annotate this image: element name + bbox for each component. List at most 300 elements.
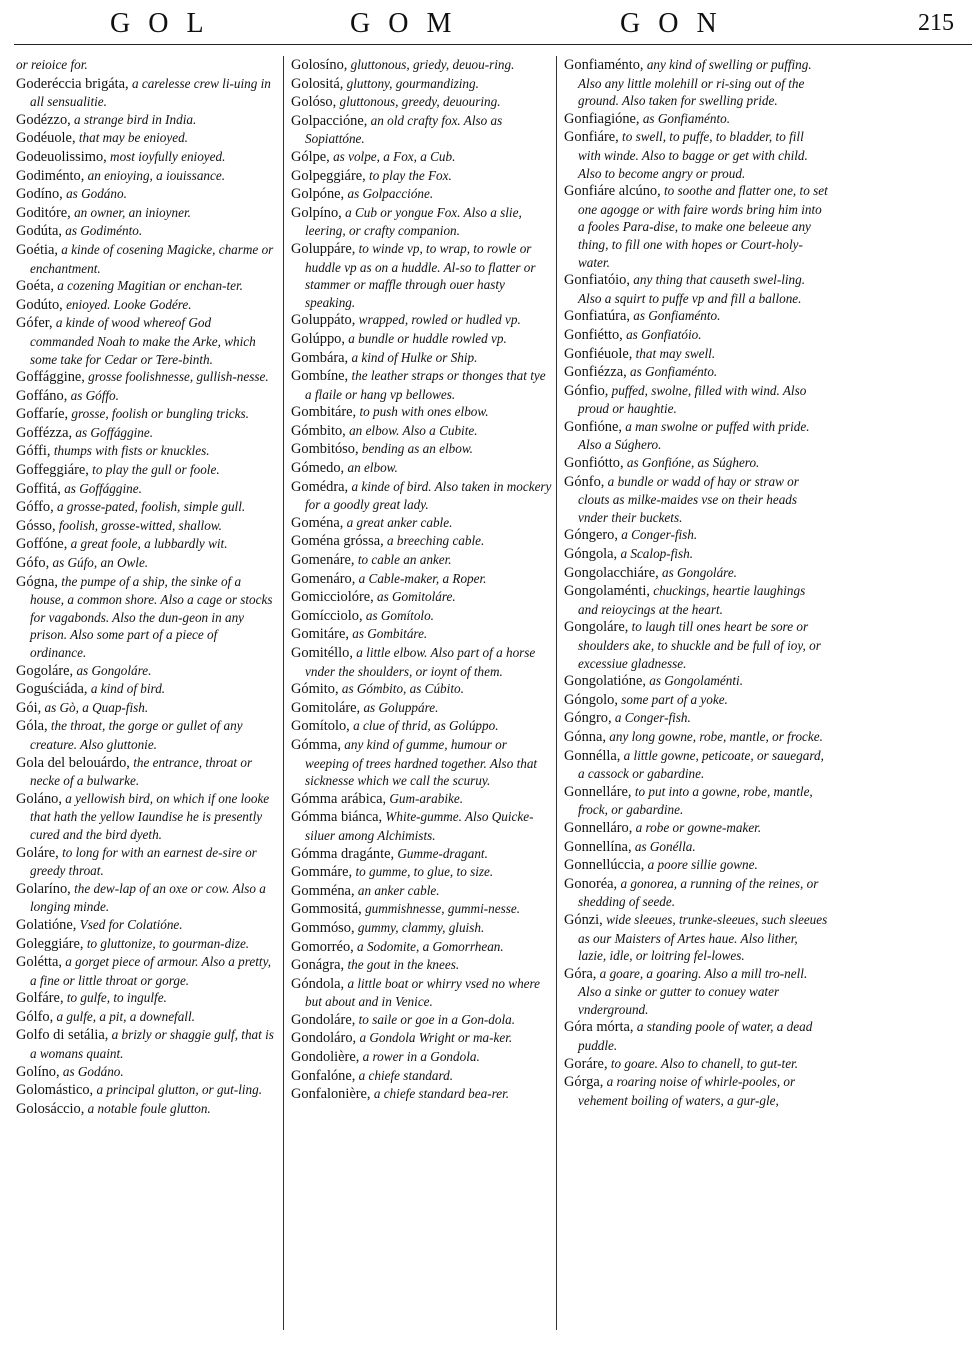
dictionary-entry <box>564 1073 828 1109</box>
headword: Gombitóso, <box>291 441 359 458</box>
dictionary-entry <box>16 662 274 681</box>
definition: most ioyfully enioyed. <box>106 148 226 164</box>
dictionary-entry <box>16 442 274 461</box>
dictionary-entry <box>291 570 553 589</box>
dictionary-entry <box>564 965 828 1019</box>
definition: foolish, grosse-witted, shallow. <box>55 517 222 533</box>
definition: a strange bird in India. <box>70 111 197 127</box>
headword: Godéuole, <box>16 130 76 147</box>
headword: Gólpe, <box>291 148 330 165</box>
definition: any kind of swelling or puffing. Also any little molehill or ri-sing out of the ground. Also taken for swelling pride. <box>578 57 812 109</box>
headword: Gomorréo, <box>291 938 354 955</box>
definition: to gluttonize, to gourman-dize. <box>83 935 250 951</box>
definition: a chiefe standard bea-rer. <box>370 1086 510 1102</box>
headword: Godúta, <box>16 223 62 240</box>
dictionary-entry <box>291 790 553 809</box>
dictionary-entry <box>291 882 553 901</box>
definition: chuckings, heartie laughings and reioycings at the heart. <box>578 583 806 617</box>
dictionary-entry <box>291 349 553 368</box>
definition: a standing poole of water, a dead puddle. <box>578 1019 813 1054</box>
definition: a Gondola Wright or ma-ker. <box>356 1030 513 1046</box>
dictionary-entry <box>291 311 553 330</box>
dictionary-entry <box>16 844 274 880</box>
dictionary-entry <box>16 480 274 499</box>
dictionary-entry <box>564 709 828 728</box>
dictionary-entry <box>291 240 553 311</box>
definition: a kind of bird. <box>87 681 166 697</box>
definition: an old crafty fox. Also as Sopiattóne. <box>305 112 503 147</box>
dictionary-entry <box>291 459 553 478</box>
headword: Gondoláre, <box>291 1011 356 1028</box>
headword: Gondolière, <box>291 1049 360 1066</box>
headword: Gónfo, <box>564 473 605 490</box>
dictionary-entry <box>16 989 274 1008</box>
headword: Golfáre, <box>16 990 64 1007</box>
definition: a breeching cable. <box>383 533 485 549</box>
definition: grosse foolishnesse, gullish-nesse. <box>84 369 269 385</box>
definition: Gum-arabike. <box>386 790 464 806</box>
column-2 <box>291 56 553 1338</box>
dictionary-entry <box>564 564 828 583</box>
headword: Gonágra, <box>291 957 345 974</box>
headword: Gonfiagióne, <box>564 110 640 127</box>
definition: a kinde of cosening Magicke, charme or enchantment. <box>30 241 274 276</box>
headword: Golúppo, <box>291 330 345 347</box>
dictionary-entry <box>16 75 274 111</box>
headword: Golétta, <box>16 954 62 971</box>
definition: as Gongoláre. <box>73 662 152 678</box>
definition: gummy, clammy, gluish. <box>354 919 485 935</box>
definition: a rower in a Gondola. <box>359 1049 480 1065</box>
definition: as Godiménto. <box>61 223 143 239</box>
dictionary-entry <box>291 699 553 718</box>
headword: Gonfiatúra, <box>564 308 630 325</box>
headword: Golomástico, <box>16 1082 94 1099</box>
headword: Goffóne, <box>16 536 68 553</box>
definition: a great anker cable. <box>343 514 453 530</box>
dictionary-entry <box>16 185 274 204</box>
column-1 <box>16 56 274 1338</box>
dictionary-entry <box>16 296 274 315</box>
headword: Gongolatióne, <box>564 673 646 690</box>
headword: Gonfióne, <box>564 418 622 435</box>
headword: Godeuolissimo, <box>16 148 107 165</box>
definition: a clue of thrid, as Golúppo. <box>349 718 499 734</box>
dictionary-entry <box>16 535 274 554</box>
definition: a grosse-pated, foolish, simple gull. <box>53 499 246 515</box>
definition: to gulfe, to ingulfe. <box>63 990 167 1006</box>
definition: a kinde of wood whereof God commanded Noah to make the Arke, which some take for Cedar or Tere-binth. <box>30 315 256 367</box>
headword: Gómedo, <box>291 460 345 477</box>
dictionary-entry <box>564 911 828 965</box>
dictionary-entry <box>16 204 274 223</box>
dictionary-entry <box>291 367 553 403</box>
dictionary-entry <box>564 454 828 473</box>
headword: Gonnélla, <box>564 747 621 764</box>
headword: Godézzo, <box>16 111 71 128</box>
definition: as Gonfiaménto. <box>639 110 731 126</box>
definition: as Góffo. <box>67 387 119 403</box>
column-divider <box>556 56 557 1330</box>
headword: Gongoláre, <box>564 619 629 636</box>
definition: as volpe, a Fox, a Cub. <box>329 148 456 164</box>
definition: gluttonous, griedy, deuou-ring. <box>347 57 515 72</box>
dictionary-entry <box>564 418 828 454</box>
dictionary-entry <box>16 1026 274 1062</box>
headword: Gonfiatóio, <box>564 272 630 289</box>
headword: Gómito, <box>291 681 339 698</box>
dictionary-entry <box>16 517 274 536</box>
definition: a gulfe, a pit, a downefall. <box>53 1008 195 1024</box>
headword: Gomitoláre, <box>291 699 361 716</box>
dictionary-entry <box>16 111 274 130</box>
dictionary-entry <box>564 56 828 110</box>
dictionary-entry <box>291 403 553 422</box>
dictionary-entry <box>564 618 828 672</box>
dictionary-entry <box>291 588 553 607</box>
headword: Golosáccio, <box>16 1100 85 1117</box>
dictionary-entry <box>564 747 828 783</box>
headword: Goluppáre, <box>291 240 356 257</box>
dictionary-entry <box>16 222 274 241</box>
dictionary-entry <box>291 75 553 94</box>
definition: bending as an elbow. <box>358 441 473 457</box>
headword: Gólfo, <box>16 1008 54 1025</box>
headword: Gónzi, <box>564 911 603 928</box>
dictionary-entry <box>291 736 553 790</box>
headword: Gombíne, <box>291 368 349 385</box>
definition: as Goffággine. <box>60 480 142 496</box>
definition: as Goluppáre. <box>360 699 439 715</box>
definition: as Gongoláre. <box>658 564 737 580</box>
headword: Gombára, <box>291 349 349 366</box>
definition: a cozening Magitian or enchan-ter. <box>53 278 243 294</box>
definition: grosse, foolish or bungling tricks. <box>68 406 249 422</box>
definition: any kind of gumme, humour or weeping of trees hardned together. Also that sicknesse which we call the scuruy. <box>305 736 538 789</box>
definition: as Godáno. <box>59 1063 124 1079</box>
definition: to long for with an earnest de-sire or greedy throat. <box>30 844 257 879</box>
dictionary-entry <box>291 551 553 570</box>
headword: Gógna, <box>16 573 58 590</box>
headword: Goffáno, <box>16 387 68 404</box>
definition: as Gonélla. <box>631 838 696 854</box>
headword: Goffággine, <box>16 369 85 386</box>
definition: to push with ones elbow. <box>356 404 489 420</box>
definition: the dew-lap of an oxe or cow. Also a longing minde. <box>30 880 266 915</box>
dictionary-entry <box>291 514 553 533</box>
header-rule <box>14 44 972 45</box>
dictionary-entry <box>16 554 274 573</box>
dictionary-entry <box>291 607 553 626</box>
dictionary-entry <box>564 838 828 857</box>
dictionary-entry <box>564 875 828 911</box>
dictionary-entry <box>291 532 553 551</box>
definition: a Sodomite, a Gomorrhean. <box>353 938 504 954</box>
definition: that may swell. <box>632 345 716 361</box>
headword: Goména gróssa, <box>291 533 384 550</box>
column-divider <box>283 56 284 1330</box>
definition: as Gomítolo. <box>362 607 434 623</box>
dictionary-entry <box>564 856 828 875</box>
running-head-right: GON <box>620 8 735 39</box>
definition: that may be enioyed. <box>75 130 188 146</box>
headword: Golatióne, <box>16 916 77 933</box>
dictionary-entry <box>564 1055 828 1074</box>
headword: Gondoláro, <box>291 1030 357 1047</box>
dictionary-entry <box>16 1008 274 1027</box>
definition: Gumme-dragant. <box>394 845 488 861</box>
dictionary-entry <box>291 956 553 975</box>
dictionary-entry <box>291 975 553 1011</box>
definition: an elbow. Also a Cubite. <box>345 422 478 438</box>
headword: Gonnelláre, <box>564 783 632 800</box>
dictionary-entry <box>16 129 274 148</box>
headword: Gonnellúccia, <box>564 857 645 874</box>
definition: as Gongolaménti. <box>645 673 744 689</box>
headword: Golaríno, <box>16 880 71 897</box>
headword: Góngero, <box>564 527 618 544</box>
dictionary-entry <box>291 717 553 736</box>
dictionary-entry <box>291 330 553 349</box>
dictionary-entry <box>564 382 828 418</box>
definition: a Scalop-fish. <box>617 546 693 562</box>
headword: Gonfalóne, <box>291 1067 356 1084</box>
headword: Gómbito, <box>291 422 346 439</box>
dictionary-entry <box>564 728 828 747</box>
dictionary-entry <box>291 56 553 75</box>
headword: Goditóre, <box>16 204 71 221</box>
definition: to play the gull or foole. <box>88 462 220 478</box>
dictionary-entry <box>16 880 274 916</box>
headword: Góla, <box>16 718 48 735</box>
headword: Golpeggiáre, <box>291 167 366 184</box>
headword: Gongolaménti, <box>564 583 650 600</box>
dictionary-entry <box>564 672 828 691</box>
dictionary-entry <box>16 1081 274 1100</box>
definition: a kinde of bird. Also taken in mockery for a goodly great lady. <box>305 478 552 513</box>
headword: Góra, <box>564 965 597 982</box>
headword: Gonfiéuole, <box>564 345 633 362</box>
definition: any long gowne, robe, mantle, or frocke. <box>605 728 823 744</box>
definition: to swell, to puffe, to bladder, to fill with winde. Also to bagge or get with child. Also to become angry or proud. <box>578 129 808 181</box>
definition: as Golpaccióne. <box>344 186 434 202</box>
dictionary-entry <box>16 754 274 790</box>
dictionary-entry <box>291 1048 553 1067</box>
definition: as Goffággine. <box>72 424 154 440</box>
headword: Goláre, <box>16 844 59 861</box>
definition: a gonorea, a running of the reines, or shedding of seede. <box>578 875 819 910</box>
headword: Gonoréa, <box>564 875 618 892</box>
headword: Golositá, <box>291 75 344 92</box>
dictionary-entry <box>291 112 553 148</box>
definition: a little elbow. Also part of a horse vnder the shoulders, or ioynt of them. <box>305 645 536 679</box>
dictionary-entry <box>291 680 553 699</box>
dictionary-entry <box>564 326 828 345</box>
dictionary-entry <box>16 405 274 424</box>
headword: Góngolo, <box>564 691 618 708</box>
headword: Golfo di setália, <box>16 1027 109 1044</box>
definition: the leather straps or thonges that tye a flaile or hang vp bellowes. <box>305 368 546 402</box>
headword: Golpaccióne, <box>291 112 368 129</box>
definition: an enioying, a iouissance. <box>84 167 226 183</box>
headword: Górga, <box>564 1074 604 1091</box>
headword: Gófo, <box>16 555 50 572</box>
headword: Gogoláre, <box>16 662 74 679</box>
dictionary-entry <box>291 148 553 167</box>
dictionary-entry <box>291 422 553 441</box>
dictionary-entry <box>564 345 828 364</box>
headword: Gommáre, <box>291 864 353 881</box>
headword: Goffitá, <box>16 480 61 497</box>
dictionary-entry <box>16 699 274 718</box>
dictionary-entry <box>16 167 274 186</box>
headword: Godúto, <box>16 296 63 313</box>
definition: as Gonfióne, as Súghero. <box>623 455 760 471</box>
headword: Goláno, <box>16 790 62 807</box>
headword: Gonfiáre, <box>564 129 619 146</box>
definition: White-gumme. Also Quicke-siluer among Alchimists. <box>305 809 534 843</box>
headword: Gonfiótto, <box>564 455 624 472</box>
definition: a chiefe standard. <box>355 1067 454 1083</box>
dictionary-entry <box>564 363 828 382</box>
headword: Golpíno, <box>291 204 342 221</box>
dictionary-entry <box>291 1085 553 1104</box>
headword: Golpóne, <box>291 186 345 203</box>
dictionary-entry <box>291 1011 553 1030</box>
dictionary-entry <box>16 935 274 954</box>
definition: a yellowish bird, on which if one looke that hath the yellow Iaundise he is presently cured and the bird dyeth. <box>30 790 270 842</box>
definition: any thing that causeth swel-ling. Also a squirt to puffe vp and fill a ballone. <box>578 272 806 306</box>
dictionary-entry <box>564 110 828 129</box>
headword: Gómma biánca, <box>291 809 383 826</box>
headword: Gonfiaménto, <box>564 57 644 73</box>
definition: an owner, an inioyner. <box>70 204 191 220</box>
headword: Gonnellína, <box>564 838 632 855</box>
dictionary-entry <box>291 478 553 514</box>
headword: Góra mórta, <box>564 1019 634 1036</box>
definition: to saile or goe in a Gon-dola. <box>355 1011 516 1027</box>
headword: Gomícciolo, <box>291 607 363 624</box>
definition: a brizly or shaggie gulf, that is a womans quaint. <box>30 1027 274 1062</box>
definition: puffed, swolne, filled with wind. Also proud or haughtie. <box>578 382 807 417</box>
definition: an elbow. <box>344 460 398 476</box>
definition: a bundle or huddle rowled vp. <box>344 330 507 346</box>
dictionary-entry <box>16 368 274 387</box>
headword: Góndola, <box>291 975 345 992</box>
dictionary-entry <box>291 204 553 240</box>
headword: Golosíno, <box>291 57 348 73</box>
definition: as Godáno. <box>62 186 127 202</box>
definition: as Gómbito, as Cúbito. <box>338 681 464 697</box>
headword: Gonfalonière, <box>291 1086 371 1103</box>
dictionary-entry <box>564 473 828 527</box>
definition: the gout in the knees. <box>344 957 460 973</box>
headword: Goffézza, <box>16 424 73 441</box>
dictionary-entry <box>291 1029 553 1048</box>
definition: a goare, a goaring. Also a mill tro-nell. Also a sinke or gutter to conuey water vnderground. <box>578 965 808 1017</box>
definition: a man swolne or puffed with pride. Also a Súghero. <box>578 418 810 453</box>
dictionary-entry <box>291 845 553 864</box>
definition: as Gombitáre. <box>348 626 428 642</box>
dictionary-entry <box>564 128 828 182</box>
definition: a Cable-maker, a Roper. <box>355 570 487 586</box>
dictionary-entry <box>16 56 274 75</box>
headword: Gombitáre, <box>291 404 357 421</box>
dictionary-entry <box>16 387 274 406</box>
headword: Góngola, <box>564 546 618 563</box>
definition: to play the Fox. <box>365 167 452 183</box>
dictionary-entry <box>291 919 553 938</box>
dictionary-entry <box>291 938 553 957</box>
headword: Góffi, <box>16 443 51 460</box>
definition: gluttonous, greedy, deuouring. <box>336 94 501 110</box>
headword: Gomenáro, <box>291 570 356 587</box>
definition: enioyed. Looke Godére. <box>62 296 192 312</box>
definition: a kind of Hulke or Ship. <box>348 349 478 365</box>
headword: Goráre, <box>564 1055 608 1072</box>
headword: Goffaríe, <box>16 406 69 423</box>
definition: to cable an anker. <box>354 552 452 568</box>
dictionary-entry <box>16 1100 274 1119</box>
definition: thumps with fists or knuckles. <box>50 443 210 459</box>
dictionary-entry <box>291 808 553 844</box>
headword: Gómma dragánte, <box>291 845 395 862</box>
headword: Goffeggiáre, <box>16 462 89 479</box>
headword: Góffo, <box>16 499 54 516</box>
headword: Gomenáre, <box>291 552 355 569</box>
definition: to put into a gowne, robe, mantle, frock, or gabardine. <box>578 783 813 818</box>
definition: as Gúfo, an Owle. <box>49 555 149 571</box>
dictionary-entry <box>291 863 553 882</box>
headword: Gómma, <box>291 736 341 753</box>
headword: Goétia, <box>16 241 58 258</box>
dictionary-entry <box>291 93 553 112</box>
definition: a robe or gowne-maker. <box>632 819 762 835</box>
running-head-left: GOL <box>110 8 222 39</box>
dictionary-entry <box>16 498 274 517</box>
dictionary-entry <box>16 241 274 277</box>
definition: to soothe and flatter one, to set one agogge or with faire words bring him into a fooles Para-dise, to make one beleeue any thing, to fill one with hopes or Court-holy-water. <box>578 183 828 270</box>
dictionary-entry <box>291 625 553 644</box>
headword: Goderéccia brigáta, <box>16 75 129 92</box>
dictionary-entry <box>564 182 828 271</box>
definition: a Conger-fish. <box>611 710 691 726</box>
definition: to gumme, to glue, to size. <box>352 864 494 880</box>
definition: gummishnesse, gummi-nesse. <box>361 901 520 917</box>
headword: Gonfiáre alcúno, <box>564 183 661 200</box>
dictionary-entry <box>16 314 274 368</box>
dictionary-entry <box>16 148 274 167</box>
dictionary-entry <box>291 167 553 186</box>
running-head-center: GOM <box>350 8 470 39</box>
definition: as Gomitoláre. <box>373 589 456 605</box>
definition: as Gò, a Quap-fish. <box>41 699 149 715</box>
definition: a carelesse crew li-uing in all sensualitie. <box>30 75 271 110</box>
headword: Gonfiézza, <box>564 364 627 381</box>
definition: as Gonfiaménto. <box>629 308 721 324</box>
definition: a gorget piece of armour. Also a pretty, a fine or little throat or gorge. <box>30 954 271 988</box>
definition: as Gonfiatóio. <box>622 326 702 342</box>
headword: Gonfiétto, <box>564 326 623 343</box>
dictionary-entry <box>564 582 828 618</box>
headword: Gói, <box>16 699 42 716</box>
headword: Gommóso, <box>291 919 355 936</box>
headword: Gónna, <box>564 728 606 745</box>
definition: a little gowne, peticoate, or sauegard, a cassock or gabardine. <box>578 747 824 782</box>
definition: a poore sillie gowne. <box>644 857 758 873</box>
definition: to winde vp, to wrap, to rowle or huddle vp as on a huddle. Al-so to flatter or stammer or maffle through ouer hasty speaking. <box>305 240 536 310</box>
dictionary-entry <box>16 573 274 662</box>
